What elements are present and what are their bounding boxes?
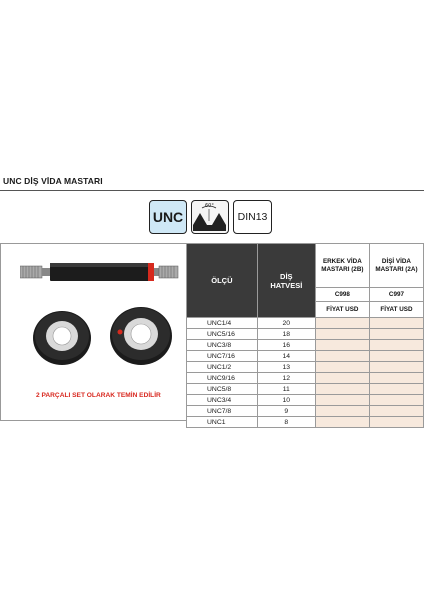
male-price-cell	[315, 384, 369, 395]
pitch-cell: 20	[257, 318, 315, 329]
table-row	[187, 351, 424, 362]
pitch-cell: 10	[257, 395, 315, 406]
female-price-header: FİYAT USD	[369, 302, 423, 318]
female-price-cell	[369, 384, 423, 395]
page-title: UNC DİŞ VİDA MASTARI	[3, 176, 103, 186]
spec-badges	[149, 200, 272, 234]
table-row	[187, 373, 424, 384]
ring-gauge-nogo-image	[109, 304, 173, 368]
pitch-cell: 8	[257, 417, 315, 428]
female-price-cell	[369, 362, 423, 373]
female-price-cell	[369, 318, 423, 329]
male-header-line2: MASTARI (2B)	[321, 265, 364, 273]
male-price-cell	[315, 340, 369, 351]
female-gauge-header	[369, 244, 423, 288]
size-cell: UNC3/8	[187, 340, 258, 351]
female-price-cell	[369, 417, 423, 428]
male-price-cell	[315, 351, 369, 362]
pitch-cell: 11	[257, 384, 315, 395]
plug-gauge-image	[20, 258, 180, 286]
size-cell: UNC5/16	[187, 329, 258, 340]
gauge-spec-table	[186, 243, 424, 428]
male-price-cell	[315, 362, 369, 373]
female-header-line2: MASTARI (2A)	[375, 265, 418, 273]
size-cell: UNC7/8	[187, 406, 258, 417]
male-price-cell	[315, 329, 369, 340]
table-row	[187, 340, 424, 351]
female-code: C997	[369, 288, 423, 302]
female-header-line1: DİŞİ VİDA	[381, 257, 411, 265]
female-price-cell	[369, 340, 423, 351]
table-row	[187, 395, 424, 406]
ring-gauge-go-image	[32, 308, 92, 368]
size-cell: UNC9/16	[187, 373, 258, 384]
size-header: ÖLÇÜ	[187, 244, 258, 318]
male-price-cell	[315, 395, 369, 406]
table-row	[187, 329, 424, 340]
table-row	[187, 384, 424, 395]
male-price-cell	[315, 406, 369, 417]
size-cell: UNC3/4	[187, 395, 258, 406]
female-price-cell	[369, 373, 423, 384]
male-gauge-header	[315, 244, 369, 288]
pitch-cell: 16	[257, 340, 315, 351]
pitch-cell: 14	[257, 351, 315, 362]
pitch-header-line1: DİŞ	[280, 271, 293, 281]
table-row	[187, 318, 424, 329]
thread-angle-label: 60°	[205, 203, 214, 209]
male-price-cell	[315, 373, 369, 384]
size-cell: UNC1/2	[187, 362, 258, 373]
table-row	[187, 417, 424, 428]
pitch-cell: 12	[257, 373, 315, 384]
pitch-header-line2: HATVESİ	[270, 280, 303, 290]
set-info-note: 2 PARÇALI SET OLARAK TEMİN EDİLİR	[36, 392, 161, 399]
din-badge: DIN13	[233, 200, 272, 234]
size-cell: UNC1	[187, 417, 258, 428]
size-cell: UNC1/4	[187, 318, 258, 329]
title-divider	[0, 190, 424, 191]
thread-profile-icon	[191, 200, 229, 234]
female-price-cell	[369, 406, 423, 417]
size-cell: UNC5/8	[187, 384, 258, 395]
female-price-cell	[369, 351, 423, 362]
size-cell: UNC7/16	[187, 351, 258, 362]
table-row	[187, 406, 424, 417]
pitch-cell: 18	[257, 329, 315, 340]
male-price-header: FİYAT USD	[315, 302, 369, 318]
male-price-cell	[315, 318, 369, 329]
pitch-cell: 9	[257, 406, 315, 417]
male-header-line1: ERKEK VİDA	[322, 257, 362, 265]
female-price-cell	[369, 395, 423, 406]
pitch-cell: 13	[257, 362, 315, 373]
female-price-cell	[369, 329, 423, 340]
male-code: C998	[315, 288, 369, 302]
male-price-cell	[315, 417, 369, 428]
pitch-header	[257, 244, 315, 318]
table-row	[187, 362, 424, 373]
unc-badge: UNC	[149, 200, 187, 234]
